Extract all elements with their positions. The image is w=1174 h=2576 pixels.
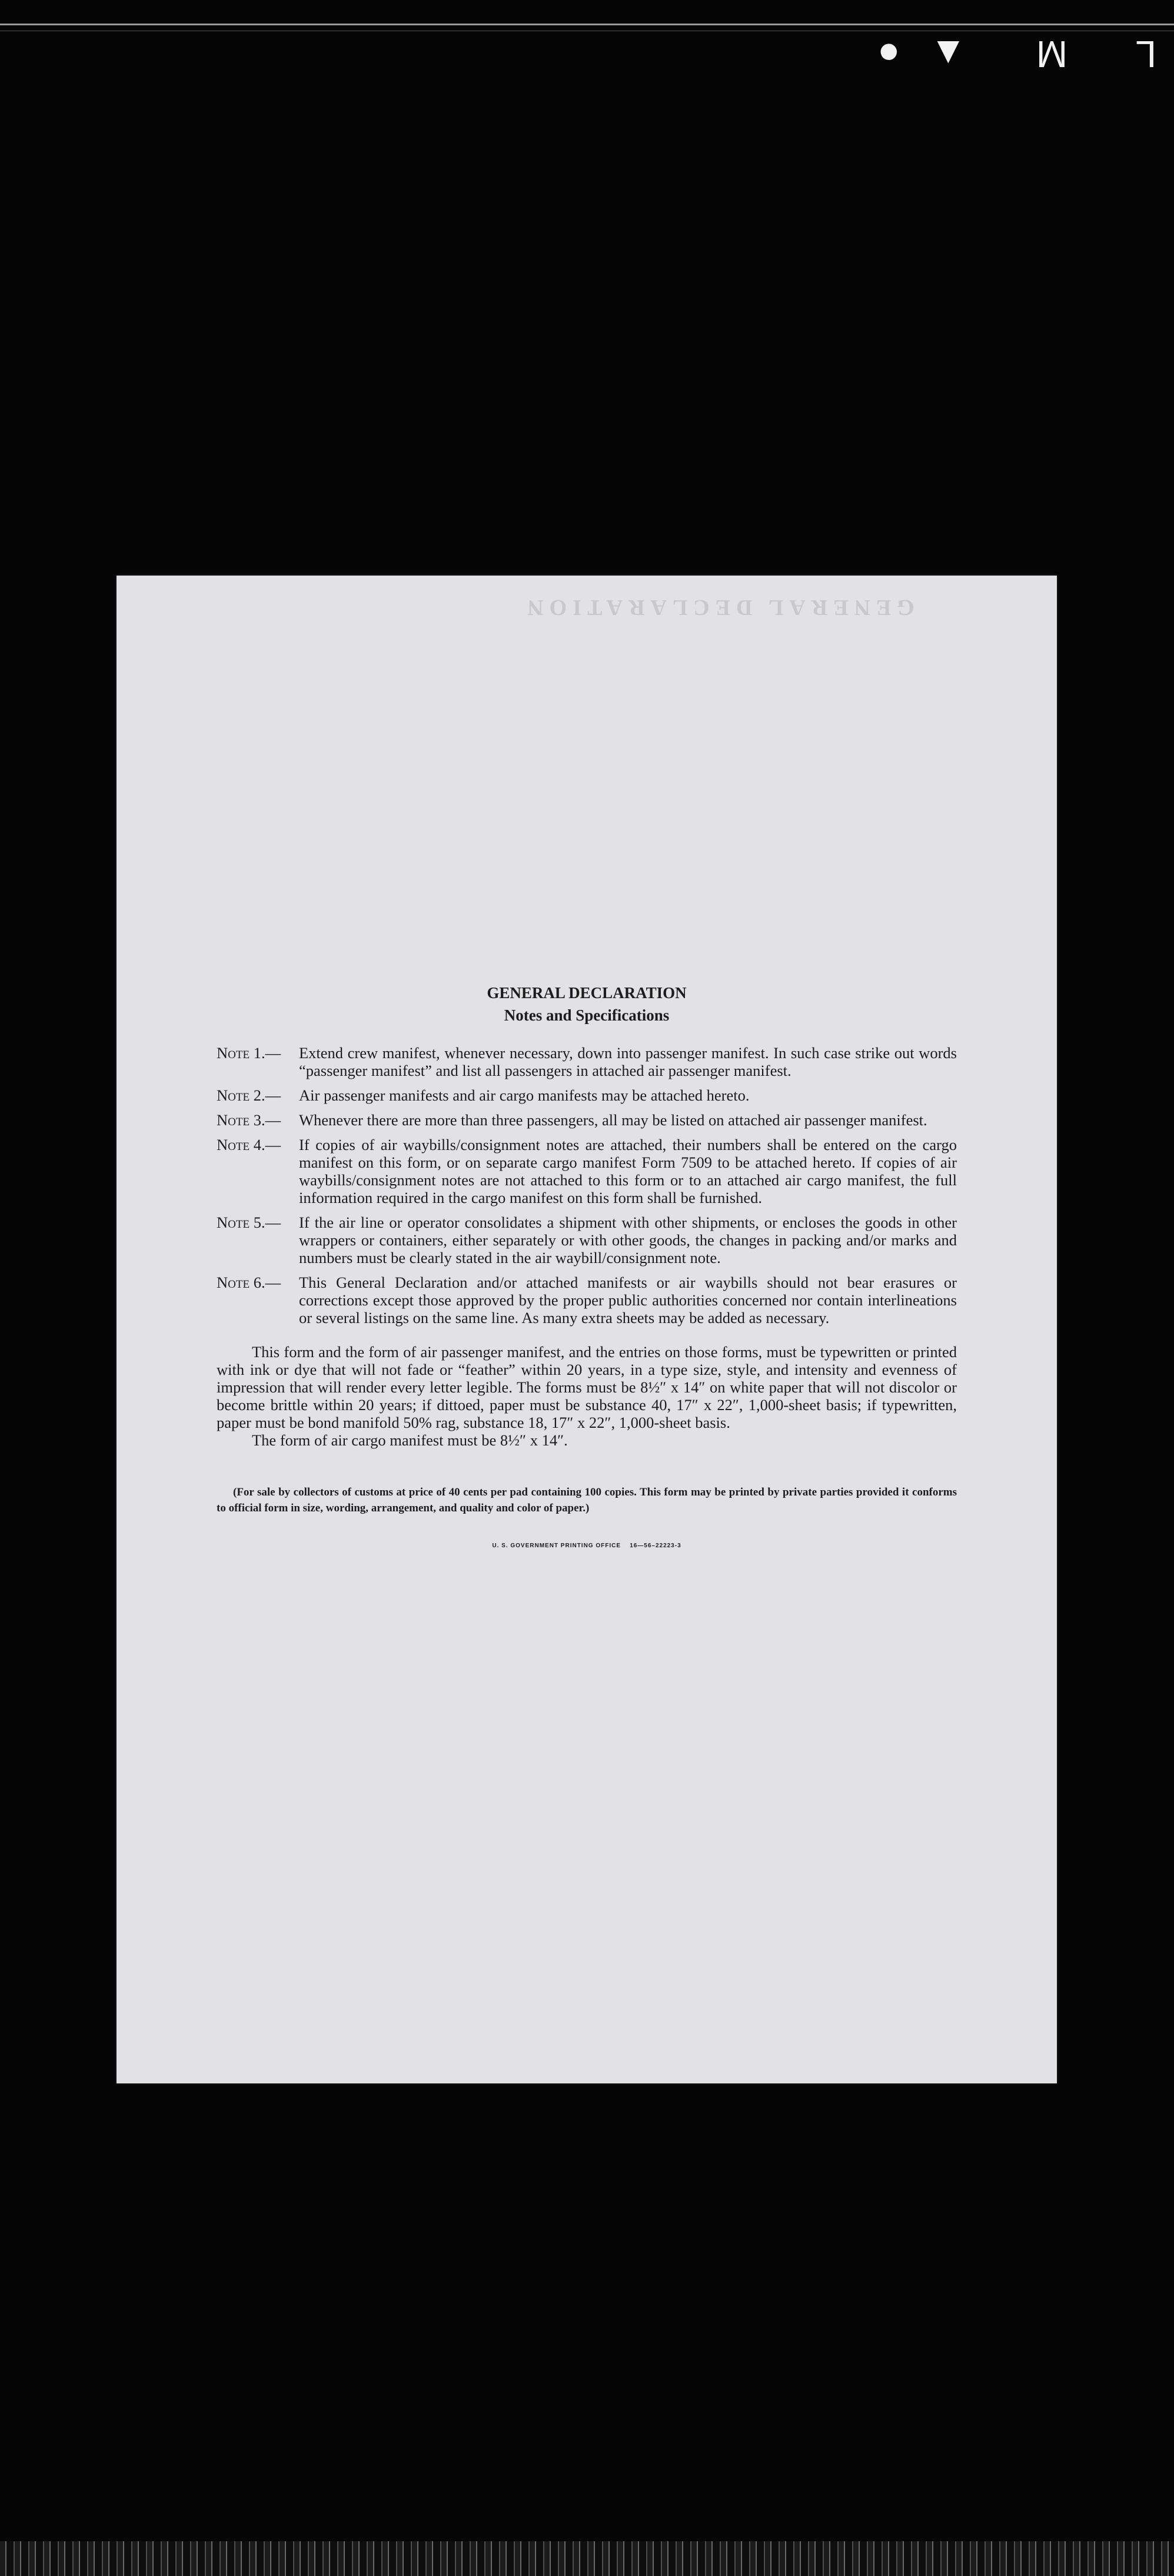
note-label: Note 5.— — [217, 1214, 281, 1231]
note-text: Whenever there are more than three passengers, all may be listed on attached air passenger manifest. — [299, 1111, 927, 1129]
note-5 — [217, 1214, 957, 1267]
note-text: This General Declaration and/or attached manifests or air waybills should not bear erasures or corrections except those approved by the proper public authorities concerned nor contain interlineations or several listings on the same line. As many extra sheets may be added as necessary. — [299, 1274, 957, 1327]
printer-imprint: U. S. GOVERNMENT PRINTING OFFICE 16—56–22223-3 — [492, 1543, 681, 1549]
note-label: Note 3.— — [217, 1111, 281, 1129]
document-subtitle: Notes and Specifications — [504, 1006, 670, 1024]
note-6 — [217, 1274, 957, 1327]
note-text: Air passenger manifests and air cargo manifests may be attached hereto. — [299, 1086, 750, 1104]
document-title: GENERAL DECLARATION — [487, 984, 687, 1002]
film-border-bottom — [0, 2541, 1174, 2576]
note-4 — [217, 1136, 957, 1206]
film-frame-marks: L M ▲● — [847, 33, 1156, 75]
note-text: If copies of air waybills/consignment notes are attached, their numbers shall be entered on the cargo manifest on this form, or on separate cargo manifest Form 7509 to be attached hereto. If copies of air waybills/consignment notes are not attached to this form or to an attached air cargo manifest, the full information required in the cargo manifest on this form shall be furnished. — [299, 1136, 957, 1206]
note-label: Note 1.— — [217, 1044, 281, 1062]
bleed-through-title: GENERAL DECLARATION — [521, 595, 914, 620]
sale-note: (For sale by collectors of customs at price of 40 cents per pad containing 100 copies. This form may be printed by private parties provided it conforms to official form in size, wording, arrangement, and quality and color of paper.) — [217, 1486, 957, 1514]
note-2 — [217, 1086, 957, 1104]
note-3 — [217, 1111, 957, 1129]
note-text: If the air line or operator consolidates a shipment with other shipments, or encloses the goods in other wrappers or containers, either separately or with other goods, the changes in packing and/or marks and numbers must be clearly stated in the air waybill/consignment note. — [299, 1214, 957, 1267]
note-1 — [217, 1044, 957, 1079]
general-declaration-notes — [217, 984, 957, 1555]
cargo-manifest-size: The form of air cargo manifest must be 8½″ x 14″. — [252, 1431, 568, 1449]
note-label: Note 6.— — [217, 1274, 281, 1291]
note-text: Extend crew manifest, whenever necessary, down into passenger manifest. In such case strike out words “passenger manifest” and list all passengers in attached air passenger manifest. — [299, 1044, 957, 1079]
note-label: Note 4.— — [217, 1136, 281, 1154]
note-label: Note 2.— — [217, 1086, 281, 1104]
film-border-top — [0, 24, 1174, 25]
paper-requirements-paragraph: This form and the form of air passenger manifest, and the entries on those forms, must be typewritten or printed with ink or dye that will not fade or “feather” within 20 years, in a type size, style, and intensity and evenness of impression that will render every letter legible. The forms must be 8½″ x 14″ on white paper that will not discolor or become brittle within 20 years; if dittoed, paper must be substance 40, 17″ x 22″, 1,000-sheet basis; if typewritten, paper must be bond manifold 50% rag, substance 18, 17″ x 22″, 1,000-sheet basis. — [217, 1343, 957, 1431]
